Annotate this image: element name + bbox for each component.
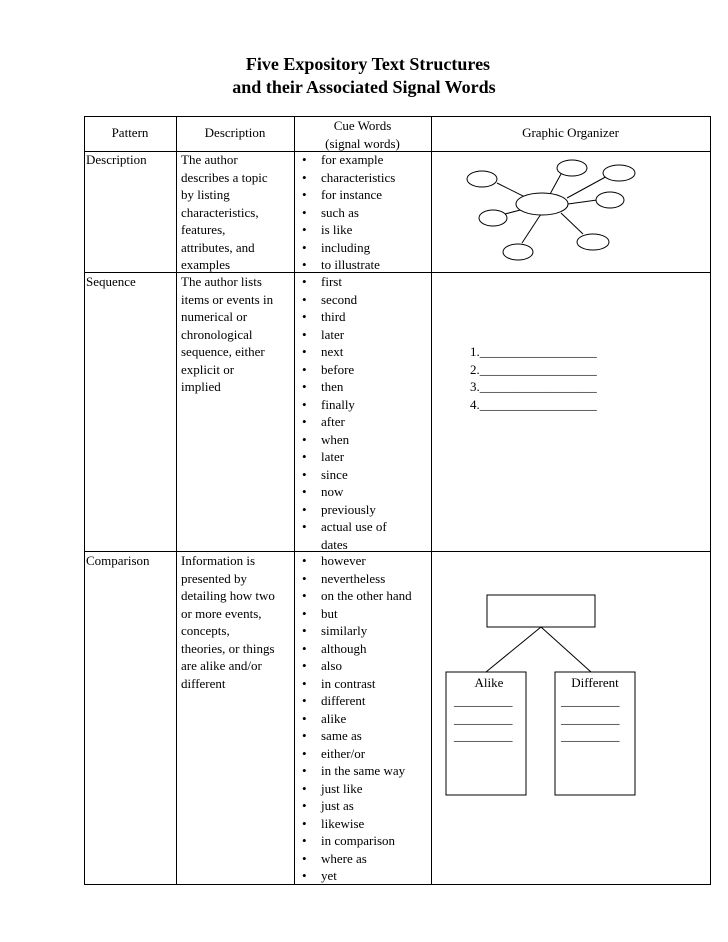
description-line: different xyxy=(181,675,226,691)
cue-word-item: • such as xyxy=(297,204,395,222)
comparison-topic-box xyxy=(487,595,595,627)
description-line: describes a topic xyxy=(181,169,268,185)
web-outer-node xyxy=(503,244,533,260)
cue-word-item: • later xyxy=(297,326,387,344)
cue-word-item: • to illustrate xyxy=(297,256,395,274)
cue-word-item: • in the same way xyxy=(297,762,412,780)
document-title-line-2: and their Associated Signal Words xyxy=(232,77,496,97)
cue-words-list-comparison xyxy=(297,552,412,885)
cue-word-item: • including xyxy=(297,239,395,257)
description-line: explicit or xyxy=(181,361,235,377)
header-pattern: Pattern xyxy=(111,125,149,140)
cue-word-item: • just as xyxy=(297,797,412,815)
row-description-pattern: Description xyxy=(86,152,147,167)
cue-word-item: • later xyxy=(297,448,387,466)
header-description: Description xyxy=(204,125,266,140)
cue-word-item: • actual use of xyxy=(297,518,387,536)
description-line: by listing xyxy=(181,187,230,202)
description-line: items or events in xyxy=(181,291,274,307)
web-outer-node xyxy=(467,171,497,187)
cue-word-item: • on the other hand xyxy=(297,587,412,605)
sequence-blank-line: 4.__________________ xyxy=(470,396,597,412)
header-cue-words-line-2: (signal words) xyxy=(325,136,400,151)
description-line: attributes, and xyxy=(181,239,255,255)
cue-word-item: • for instance xyxy=(297,186,395,204)
cue-word-item: • in comparison xyxy=(297,832,412,850)
alike-blank-line: _________ xyxy=(454,710,513,726)
cue-word-item: • nevertheless xyxy=(297,570,412,588)
row-divider-1 xyxy=(84,272,711,273)
web-outer-node xyxy=(577,234,609,250)
alike-blank-line: _________ xyxy=(454,728,513,743)
web-spoke xyxy=(549,174,561,196)
cue-word-item: • similarly xyxy=(297,622,412,640)
web-center-node xyxy=(516,193,568,215)
different-blank-lines xyxy=(561,692,620,745)
cue-word-item: • next xyxy=(297,343,387,361)
sequence-blank-line: 2.__________________ xyxy=(470,361,597,377)
cue-word-item: • but xyxy=(297,605,412,623)
alike-blank-line: _________ xyxy=(454,693,513,708)
description-line: numerical or xyxy=(181,309,248,324)
description-line: concepts, xyxy=(181,623,230,638)
row-sequence-text xyxy=(181,273,273,396)
col-divider-1 xyxy=(176,116,177,885)
web-spoke xyxy=(568,200,597,204)
description-line: The author xyxy=(181,152,238,167)
connector-different xyxy=(541,627,591,672)
different-blank-line: _________ xyxy=(561,693,620,708)
different-blank-line: _________ xyxy=(561,728,620,743)
cue-word-item: • is like xyxy=(297,221,395,239)
cue-word-item: • also xyxy=(297,657,412,675)
cue-word-item: • now xyxy=(297,483,387,501)
description-line: presented by xyxy=(181,570,248,586)
cue-word-item: • since xyxy=(297,466,387,484)
table-top-border xyxy=(84,116,711,117)
description-line: detailing how two xyxy=(181,588,275,603)
description-line: examples xyxy=(181,257,231,272)
cue-word-item: • however xyxy=(297,552,412,570)
cue-word-item: • likewise xyxy=(297,815,412,833)
table-right-border xyxy=(710,116,711,885)
web-spoke xyxy=(561,213,583,234)
sequence-blank-line: 3.__________________ xyxy=(470,379,597,394)
description-line: or more events, xyxy=(181,605,262,621)
description-line: features, xyxy=(181,222,226,237)
different-blank-line: _________ xyxy=(561,710,620,726)
description-line: The author lists xyxy=(181,274,262,289)
row-sequence-pattern: Sequence xyxy=(86,274,136,289)
cue-word-item: • for example xyxy=(297,151,395,169)
description-line: characteristics, xyxy=(181,204,259,220)
web-outer-node xyxy=(596,192,624,208)
row-comparison-text xyxy=(181,552,275,692)
row-comparison-pattern: Comparison xyxy=(86,553,150,568)
cue-word-item: • either/or xyxy=(297,745,412,763)
sequence-organizer-list xyxy=(470,343,597,413)
cue-word-item: • when xyxy=(297,431,387,449)
web-outer-node xyxy=(479,210,507,226)
web-diagram-organizer xyxy=(431,152,710,272)
cue-word-item: • second xyxy=(297,291,387,309)
cue-word-item: • just like xyxy=(297,780,412,798)
header-cue-words-line-1: Cue Words xyxy=(333,118,392,133)
web-outer-node xyxy=(603,165,635,181)
sequence-blank-line: 1.__________________ xyxy=(470,344,597,359)
cue-word-continuation: dates xyxy=(321,536,348,552)
cue-word-item: • although xyxy=(297,640,412,658)
web-spoke xyxy=(522,214,541,243)
cue-word-item: • alike xyxy=(297,710,412,728)
description-line: implied xyxy=(181,379,221,394)
cue-word-item: • after xyxy=(297,413,387,431)
col-divider-2 xyxy=(294,116,295,885)
cue-word-item: • yet xyxy=(297,867,412,885)
connector-alike xyxy=(486,627,541,672)
row-description-text xyxy=(181,151,268,274)
cue-word-item: • third xyxy=(297,308,387,326)
alike-blank-lines xyxy=(454,692,513,745)
different-label: Different xyxy=(571,675,619,690)
cue-words-list-sequence xyxy=(297,273,387,553)
cue-word-item: • different xyxy=(297,692,412,710)
cue-word-item: • where as xyxy=(297,850,412,868)
document-title-line-1: Five Expository Text Structures xyxy=(245,54,491,74)
description-line: Information is xyxy=(181,553,256,568)
cue-word-item: • finally xyxy=(297,396,387,414)
cue-word-item: • before xyxy=(297,361,387,379)
cue-word-item: • previously xyxy=(297,501,387,519)
description-line: sequence, either xyxy=(181,344,265,359)
cue-words-list-description xyxy=(297,151,395,274)
header-graphic-organizer: Graphic Organizer xyxy=(522,125,619,140)
alike-label: Alike xyxy=(474,675,504,690)
cue-word-item: • then xyxy=(297,378,387,396)
description-line: are alike and/or xyxy=(181,658,262,673)
description-line: theories, or things xyxy=(181,640,275,656)
cue-word-item: • same as xyxy=(297,727,412,745)
cue-word-item: • characteristics xyxy=(297,169,395,187)
table-left-border xyxy=(84,116,85,885)
description-line: chronological xyxy=(181,326,253,342)
cue-word-item: • first xyxy=(297,273,387,291)
web-outer-node xyxy=(557,160,587,176)
cue-word-item: • in contrast xyxy=(297,675,412,693)
